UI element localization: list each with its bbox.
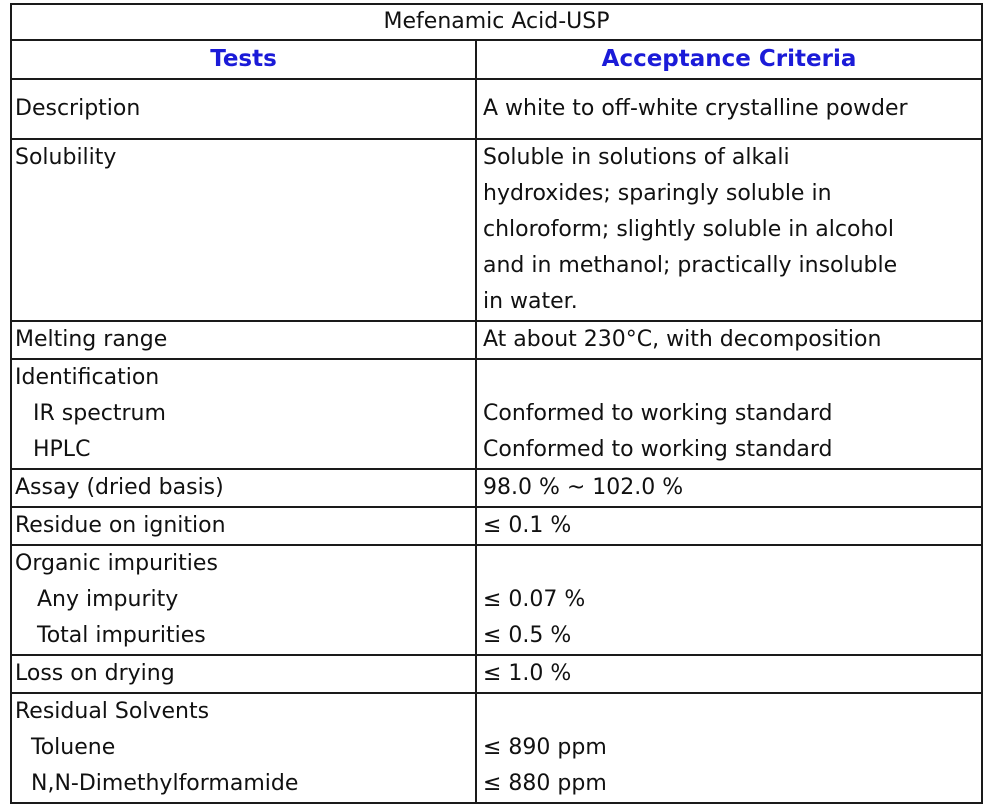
title-row [11, 4, 982, 40]
test-name: Assay (dried basis) [11, 469, 476, 507]
sub-test-name: N,N-Dimethylformamide [31, 771, 299, 796]
test-name: Identification [15, 365, 160, 390]
acceptance-criteria: At about 230°C, with decomposition [476, 321, 982, 359]
criteria-group [476, 693, 982, 803]
criteria-line: in water. [483, 289, 578, 314]
sub-test-name: Any impurity [37, 587, 179, 612]
acceptance-criteria: A white to off-white crystalline powder [476, 79, 982, 139]
criteria-line: Soluble in solutions of alkali [483, 145, 790, 170]
criteria-line: chloroform; slightly soluble in alcohol [483, 217, 894, 242]
test-name: Description [11, 79, 476, 139]
table-row [11, 79, 982, 139]
table-title: Mefenamic Acid-USP [11, 4, 982, 40]
acceptance-criteria: ≤ 0.1 % [476, 507, 982, 545]
table-row [11, 507, 982, 545]
acceptance-criteria: ≤ 0.5 % [483, 623, 572, 648]
acceptance-criteria: Conformed to working standard [483, 437, 833, 462]
test-name: Residual Solvents [15, 699, 210, 724]
criteria-group [476, 359, 982, 469]
acceptance-criteria: ≤ 880 ppm [483, 771, 607, 796]
test-name: Solubility [11, 139, 476, 321]
acceptance-criteria: ≤ 1.0 % [476, 655, 982, 693]
sub-test-name: HPLC [33, 437, 91, 462]
acceptance-criteria: ≤ 890 ppm [483, 735, 607, 760]
table-row [11, 693, 982, 803]
tests-header: Tests [11, 40, 476, 79]
table-row [11, 469, 982, 507]
table-row [11, 655, 982, 693]
sub-test-name: Toluene [31, 735, 116, 760]
acceptance-criteria: ≤ 0.07 % [483, 587, 586, 612]
test-name: Loss on drying [11, 655, 476, 693]
test-group [11, 359, 476, 469]
table-row [11, 359, 982, 469]
table-row [11, 545, 982, 655]
specification-sheet [10, 3, 981, 804]
acceptance-criteria: Conformed to working standard [483, 401, 833, 426]
test-name: Residue on ignition [11, 507, 476, 545]
criteria-header: Acceptance Criteria [476, 40, 982, 79]
table-row [11, 139, 982, 321]
criteria-group [476, 545, 982, 655]
test-name: Melting range [11, 321, 476, 359]
sub-test-name: IR spectrum [33, 401, 166, 426]
test-name: Organic impurities [15, 551, 218, 576]
criteria-line: and in methanol; practically insoluble [483, 253, 898, 278]
table-row [11, 321, 982, 359]
specification-table [10, 3, 983, 804]
acceptance-criteria: 98.0 % ~ 102.0 % [476, 469, 982, 507]
header-row [11, 40, 982, 79]
sub-test-name: Total impurities [37, 623, 206, 648]
criteria-line: hydroxides; sparingly soluble in [483, 181, 832, 206]
acceptance-criteria [476, 139, 982, 321]
test-group [11, 545, 476, 655]
test-group [11, 693, 476, 803]
